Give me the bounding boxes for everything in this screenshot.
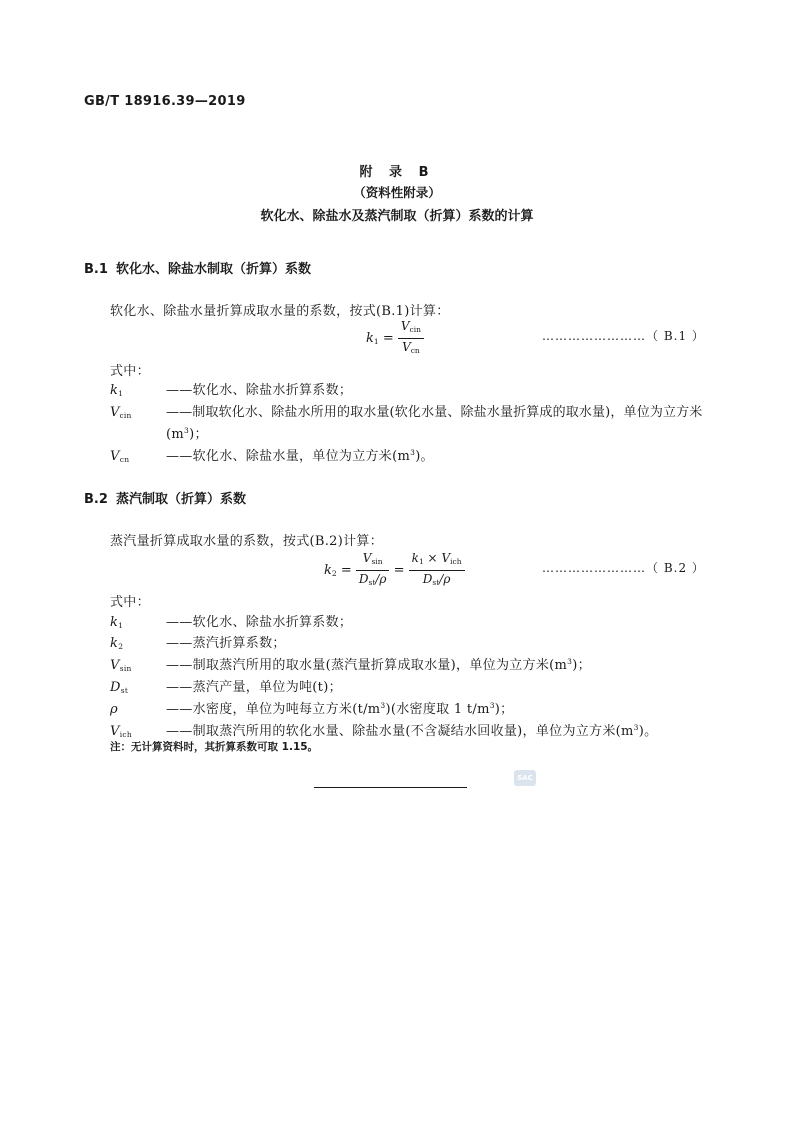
b2-def-vich-sub: ich [119,730,133,739]
b2-intro: 蒸汽量折算成取水量的系数，按式(B.2)计算： [110,534,384,549]
b2-def-rho-post: )； [494,702,514,717]
b2-den2-var: D [422,572,433,586]
b2-def-k1-sub: 1 [118,621,124,630]
b2-den1-post: /ρ [375,572,387,586]
b2-equals-1: = [340,563,352,578]
b1-def-vcn-sub: cn [119,455,130,464]
b2-def-vich-sup: 3 [633,723,639,732]
b2-def-rho [110,698,513,717]
b2-def-vich-var: V [110,724,120,739]
end-rule [314,787,467,788]
sac-watermark-logo: SAC [514,770,536,786]
b2-den2-sub: st [432,578,440,587]
b1-def-vcn-sup: 3 [410,448,416,457]
section-b2-heading [84,488,246,507]
b1-lhs-sub: 1 [373,337,379,346]
b2-def-vsin-sup: 3 [567,657,573,666]
b1-def-vcin-sub: cin [119,411,132,420]
b2-def-vsin-sub: sin [119,664,132,673]
b1-def-vcin-var: V [110,405,120,420]
b1-def-vcin-text: ——制取软化水、除盐水所用的取水量(软化水量、除盐水量折算成的取水量)，单位为立方米 [166,405,703,420]
b1-def-vcn-var: V [110,449,120,464]
b2-def-vsin-post: )； [572,658,591,673]
b1-def-vcin-cont [166,423,208,442]
b2-def-vsin-text: ——制取蒸汽所用的取水量(蒸汽量折算成取水量)，单位为立方米(m [166,658,568,673]
section-b2-title: 蒸汽制取（折算）系数 [116,492,247,507]
b2-def-rho-var: ρ [110,702,118,717]
b2-num1-sub: sin [371,557,383,566]
b2-def-k2-sub: 2 [118,642,124,651]
b2-def-k1 [110,611,352,630]
b1-def-k1-var: k [110,383,119,398]
b2-fraction-1 [356,551,390,590]
b2-def-vich [110,720,657,739]
equation-label-b2: ……………………（ B.2 ） [542,561,705,575]
b2-note: 注：无计算资料时，其折算系数可取 1.15。 [110,741,319,753]
b2-def-dst-text: ——蒸汽产量，单位为吨(t)； [166,680,342,695]
b1-def-vcin-cont-sup: 3 [184,426,190,435]
equation-label-b1: ……………………（ B.1 ） [542,329,705,343]
b1-equals: = [382,331,394,346]
b2-lhs-var: k [324,563,332,578]
b2-num2a-var: k [411,551,419,565]
b2-def-k2 [110,632,286,651]
b2-den2-post: /ρ [439,572,451,586]
b1-def-vcin-cont-pre: (m [166,427,184,442]
annex-title: 附 录 B [359,165,435,180]
b1-den-sub: cn [410,346,420,355]
b2-def-rho-text: ——水密度，单位为吨每立方米(t/m [166,702,381,717]
section-b1-number: B.1 [84,262,108,277]
b2-def-dst-sub: st [120,686,129,695]
section-b1-heading [84,258,311,277]
b2-def-k1-text: ——软化水、除盐水折算系数； [166,615,353,630]
b2-def-vich-text: ——制取蒸汽所用的软化水量、除盐水量(不含凝结水回收量)，单位为立方米(m [166,724,634,739]
b2-equals-2: = [393,563,405,578]
b2-lhs-sub: 2 [331,569,337,578]
b2-def-rho-mid: )(水密度取 1 t/m [385,702,490,717]
b1-lhs-var: k [366,331,374,346]
formula-b2 [324,551,465,590]
b1-def-k1-text: ——软化水、除盐水折算系数； [166,383,353,398]
b2-times: × [427,551,438,565]
b2-num2b-var: V [441,551,451,565]
standard-code: GB/T 18916.39—2019 [84,94,246,109]
b2-num2b-sub: ich [450,557,462,566]
b1-num-var: V [400,319,410,333]
formula-b1 [366,319,424,358]
b1-def-vcin [110,401,702,420]
b2-den1-sub: st [368,578,376,587]
b2-num2a-sub: 1 [418,557,424,566]
b1-def-vcin-cont-post: )； [189,427,208,442]
annex-name: 软化水、除盐水及蒸汽制取（折算）系数的计算 [260,209,534,224]
section-b1-title: 软化水、除盐水制取（折算）系数 [116,262,312,277]
b2-num1-var: V [362,551,372,565]
section-b2-number: B.2 [84,492,108,507]
b1-def-k1 [110,379,352,398]
b1-intro: 软化水、除盐水量折算成取水量的系数，按式(B.1)计算： [110,304,450,319]
b2-where: 式中： [110,595,150,610]
b2-def-dst [110,676,342,695]
b1-def-vcn [110,445,434,464]
b2-def-rho-sup2: 3 [489,701,495,710]
b2-fraction-2 [409,551,465,590]
annex-subtitle: （资料性附录） [353,185,441,200]
b2-def-vich-post: )。 [638,724,658,739]
b1-where: 式中： [110,364,150,379]
b1-num-sub: cin [409,325,421,334]
b2-def-dst-var: D [110,680,121,695]
b1-def-vcn-post: )。 [415,449,434,464]
b1-def-vcn-text: ——软化水、除盐水量，单位为立方米(m [166,449,411,464]
b2-def-k1-var: k [110,615,119,630]
b2-def-k2-var: k [110,636,119,651]
b2-def-rho-sup: 3 [380,701,386,710]
b1-def-k1-sub: 1 [118,389,124,398]
b2-den1-var: D [358,572,369,586]
b1-fraction [398,319,424,358]
b2-def-k2-text: ——蒸汽折算系数； [166,636,286,651]
b2-def-vsin-var: V [110,658,120,673]
b2-def-vsin [110,654,591,673]
b1-den-var: V [402,340,411,354]
